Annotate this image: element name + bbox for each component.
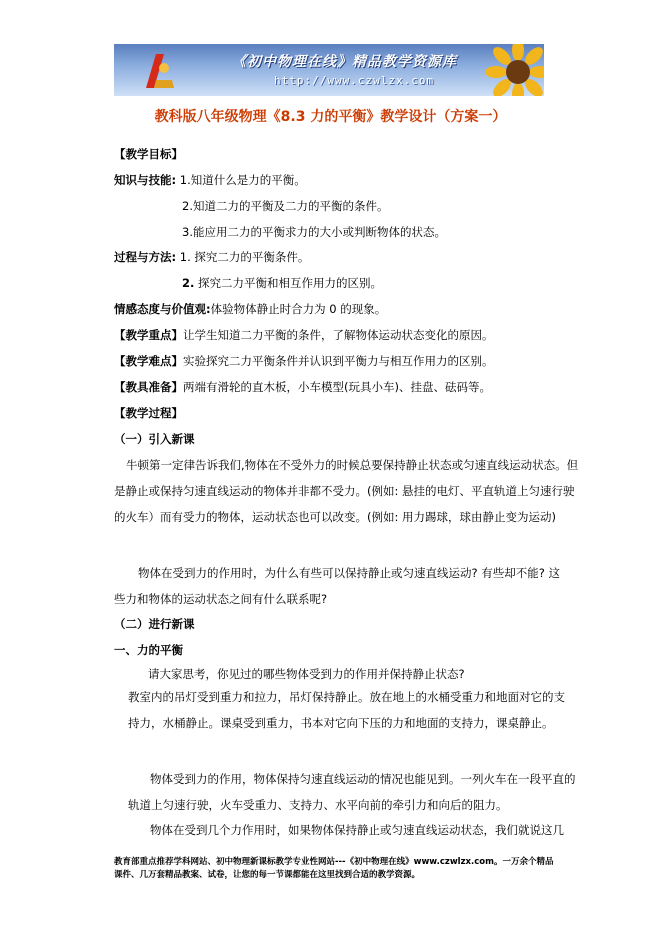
knowledge-label: 知识与技能: [114,173,177,187]
knowledge-item-1: 1.知道什么是力的平衡。 [179,173,306,187]
equipment-label: 【教具准备】 [114,380,183,394]
subsection-force-balance: 一、力的平衡 [114,643,183,657]
process-item-2-row [182,275,382,291]
motion-paragraph: 物体受到力的作用，物体保持匀速直线运动的情况也能见到。一列火车在一段平直的轨道上匀速行驶，火车受重力、支持力、水平向前的牵引力和向后的阻力。 [128,772,576,812]
objectives-heading: 【教学目标】 [114,147,183,161]
section-new-lesson-heading: （二）进行新课 [114,617,195,631]
process-item-2: 探究二力平衡和相互作用力的区别。 [198,276,383,290]
site-logo-icon [142,50,176,90]
key-point-text: 让学生知道二力平衡的条件，了解物体运动状态变化的原因。 [183,328,494,342]
question-paragraph: 请大家思考，你见过的哪些物体受到力的作用并保持静止状态? [148,667,465,681]
difficulty-text: 实验探究二力平衡条件并认识到平衡力与相互作用力的区别。 [183,354,494,368]
emotion-label: 情感态度与价值观: [114,302,211,316]
page-footer: 教育部重点推荐学科网站、初中物理新课标教学专业性网站---《初中物理在线》www.czwlzx.com。一万余个精品课件、几万套精品教案、试卷，让您的每一节课都能在这里找到合适的教学资源。 [114,857,554,880]
equipment-row [114,379,491,395]
process-label: 过程与方法: [114,250,177,264]
emotion-row [114,301,386,317]
balance-definition-paragraph: 物体在受到几个力作用时，如果物体保持静止或匀速直线运动状态，我们就说这几 [150,823,564,837]
sunflower-icon [486,44,544,96]
process-item-1: 1. 探究二力的平衡条件。 [179,250,310,264]
key-point-row [114,327,494,343]
emotion-text: 体验物体静止时合力为 0 的现象。 [210,302,387,316]
knowledge-row [114,172,306,188]
difficulty-label: 【教学难点】 [114,354,183,368]
knowledge-item-2: 2.知道二力的平衡及二力的平衡的条件。 [182,199,389,213]
key-point-label: 【教学重点】 [114,328,183,342]
document-title: 教科版八年级物理《8.3 力的平衡》教学设计（方案一） [154,109,507,125]
equipment-text: 两端有滑轮的直木板，小车模型(玩具小车)、挂盘、砝码等。 [183,380,491,394]
process-heading: 【教学过程】 [114,406,183,420]
knowledge-item-3: 3.能应用二力的平衡求力的大小或判断物体的状态。 [182,225,446,239]
banner-url[interactable]: http://www.czwlzx.com [274,74,435,87]
banner-title: 《初中物理在线》精品教学资源库 [232,54,457,70]
section-intro-heading: （一）引入新课 [114,432,195,446]
site-banner[interactable] [114,44,544,96]
process-item-2-number: 2. [182,276,195,290]
examples-paragraph: 教室内的吊灯受到重力和拉力，吊灯保持静止。放在地上的水桶受重力和地面对它的支持力，水桶静止。课桌受到重力，书本对它向下压的力和地面的支持力，课桌静止。 [128,690,565,730]
intro-paragraph-2: 物体在受到力的作用时，为什么有些可以保持静止或匀速直线运动? 有些却不能? 这些力和物体的运动状态之间有什么联系呢? [114,566,561,606]
difficulty-row [114,353,494,369]
intro-paragraph-1: 牛顿第一定律告诉我们,物体在不受外力的时候总要保持静止状态或匀速直线运动状态。但是静止或保持匀速直线运动的物体并非都不受力。(例如: 悬挂的电灯、平直轨道上匀速行驶的火车）而有受力的物体，运动状态也可以改变。(例如: 用力踢球，球由静止变为运动) [114,458,579,524]
process-row [114,249,309,265]
